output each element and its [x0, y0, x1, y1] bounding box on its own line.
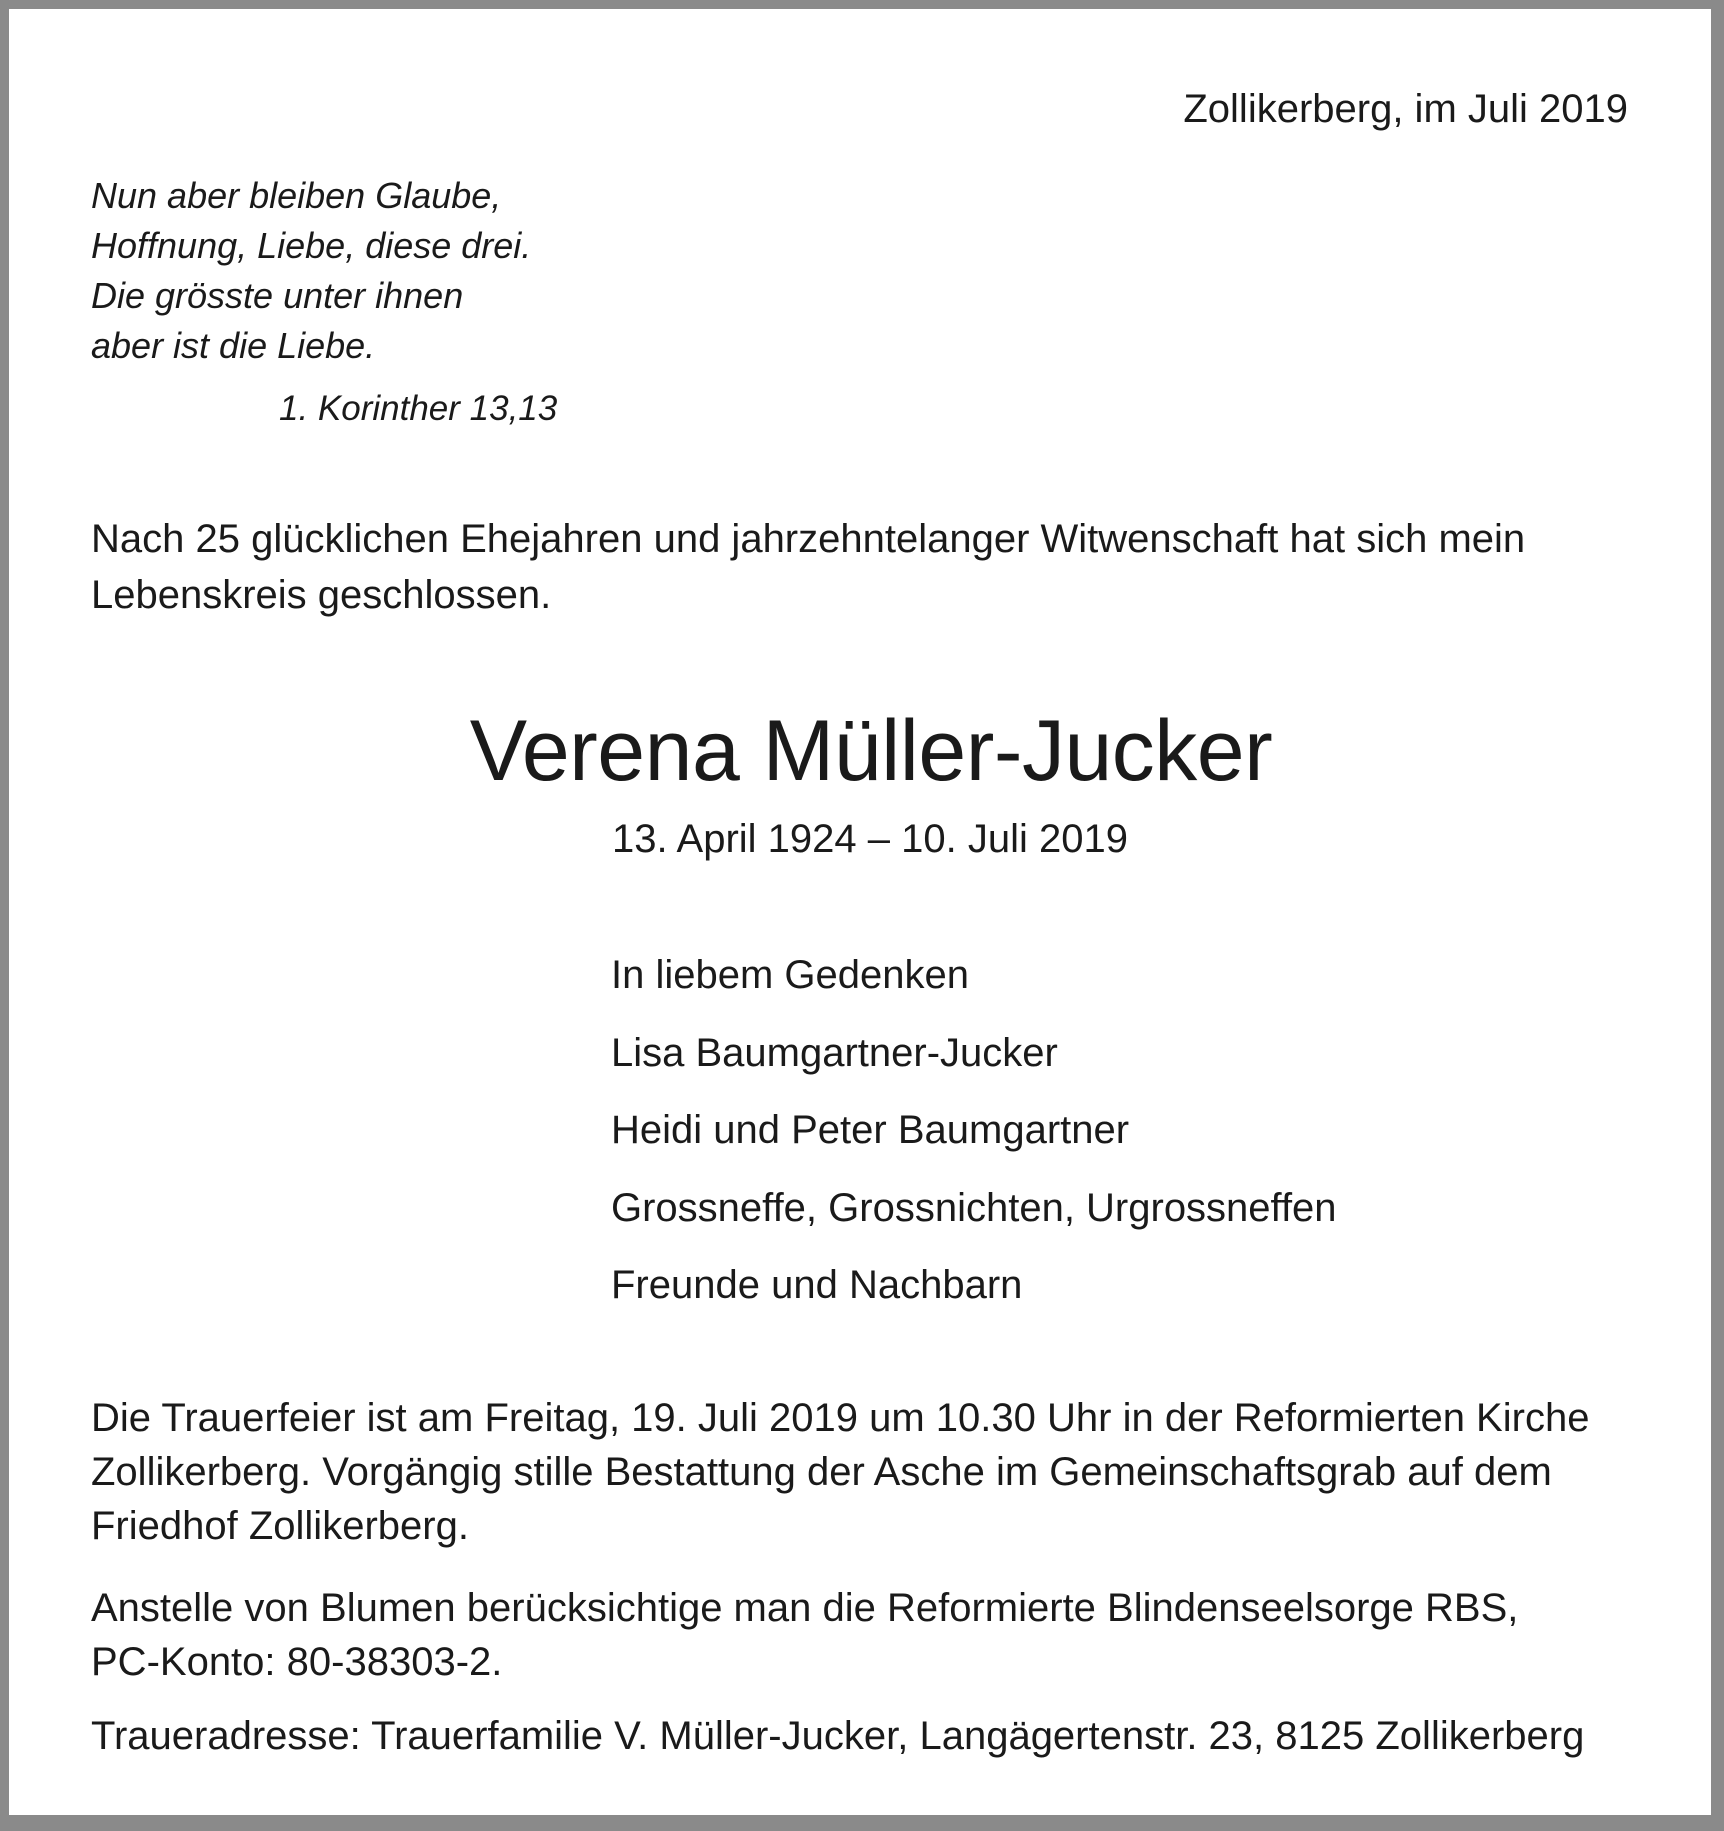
- mourners-list: [611, 947, 1337, 1335]
- place-date-line: Zollikerberg, im Juli 2019: [1183, 87, 1628, 131]
- mourners-heading: In liebem Gedenken: [611, 953, 970, 997]
- intro-line: Nach 25 glücklichen Ehejahren und jahrzehntelanger Witwenschaft hat sich mein: [91, 517, 1526, 561]
- verse-line: aber ist die Liebe.: [91, 325, 376, 366]
- mourner-entry: Grossneffe, Grossnichten, Urgrossneffen: [611, 1185, 1337, 1230]
- donation-line: PC-Konto: 80-38303-2.: [91, 1640, 503, 1684]
- bible-verse: [91, 171, 531, 371]
- verse-line: Die grösste unter ihnen: [91, 275, 464, 316]
- intro-line: Lebenskreis geschlossen.: [91, 573, 552, 617]
- donation-line: Anstelle von Blumen berücksichtige man die Reformierte Blindenseelsorge RBS,: [91, 1586, 1519, 1630]
- service-line: Friedhof Zollikerberg.: [91, 1504, 469, 1548]
- mourning-address: Traueradresse: Trauerfamilie V. Müller-Jucker, Langägertenstr. 23, 8125 Zollikerberg: [91, 1714, 1585, 1758]
- donation-paragraph: [91, 1581, 1518, 1689]
- verse-line: Nun aber bleiben Glaube,: [91, 175, 502, 216]
- verse-source: 1. Korinther 13,13: [279, 389, 558, 428]
- deceased-name: Verena Müller-Jucker: [469, 703, 1273, 799]
- mourner-entry: Freunde und Nachbarn: [611, 1263, 1023, 1307]
- verse-line: Hoffnung, Liebe, diese drei.: [91, 225, 532, 266]
- service-line: Die Trauerfeier ist am Freitag, 19. Juli 2019 um 10.30 Uhr in der Reformierten Kirche: [91, 1396, 1590, 1440]
- intro-paragraph: [91, 511, 1525, 623]
- funeral-service-paragraph: [91, 1391, 1589, 1553]
- mourner-entry: Heidi und Peter Baumgartner: [611, 1108, 1130, 1152]
- service-line: Zollikerberg. Vorgängig stille Bestattung der Asche im Gemeinschaftsgrab auf dem: [91, 1450, 1552, 1494]
- mourner-entry: Lisa Baumgartner-Jucker: [611, 1030, 1058, 1075]
- life-dates: 13. April 1924 – 10. Juli 2019: [612, 817, 1128, 861]
